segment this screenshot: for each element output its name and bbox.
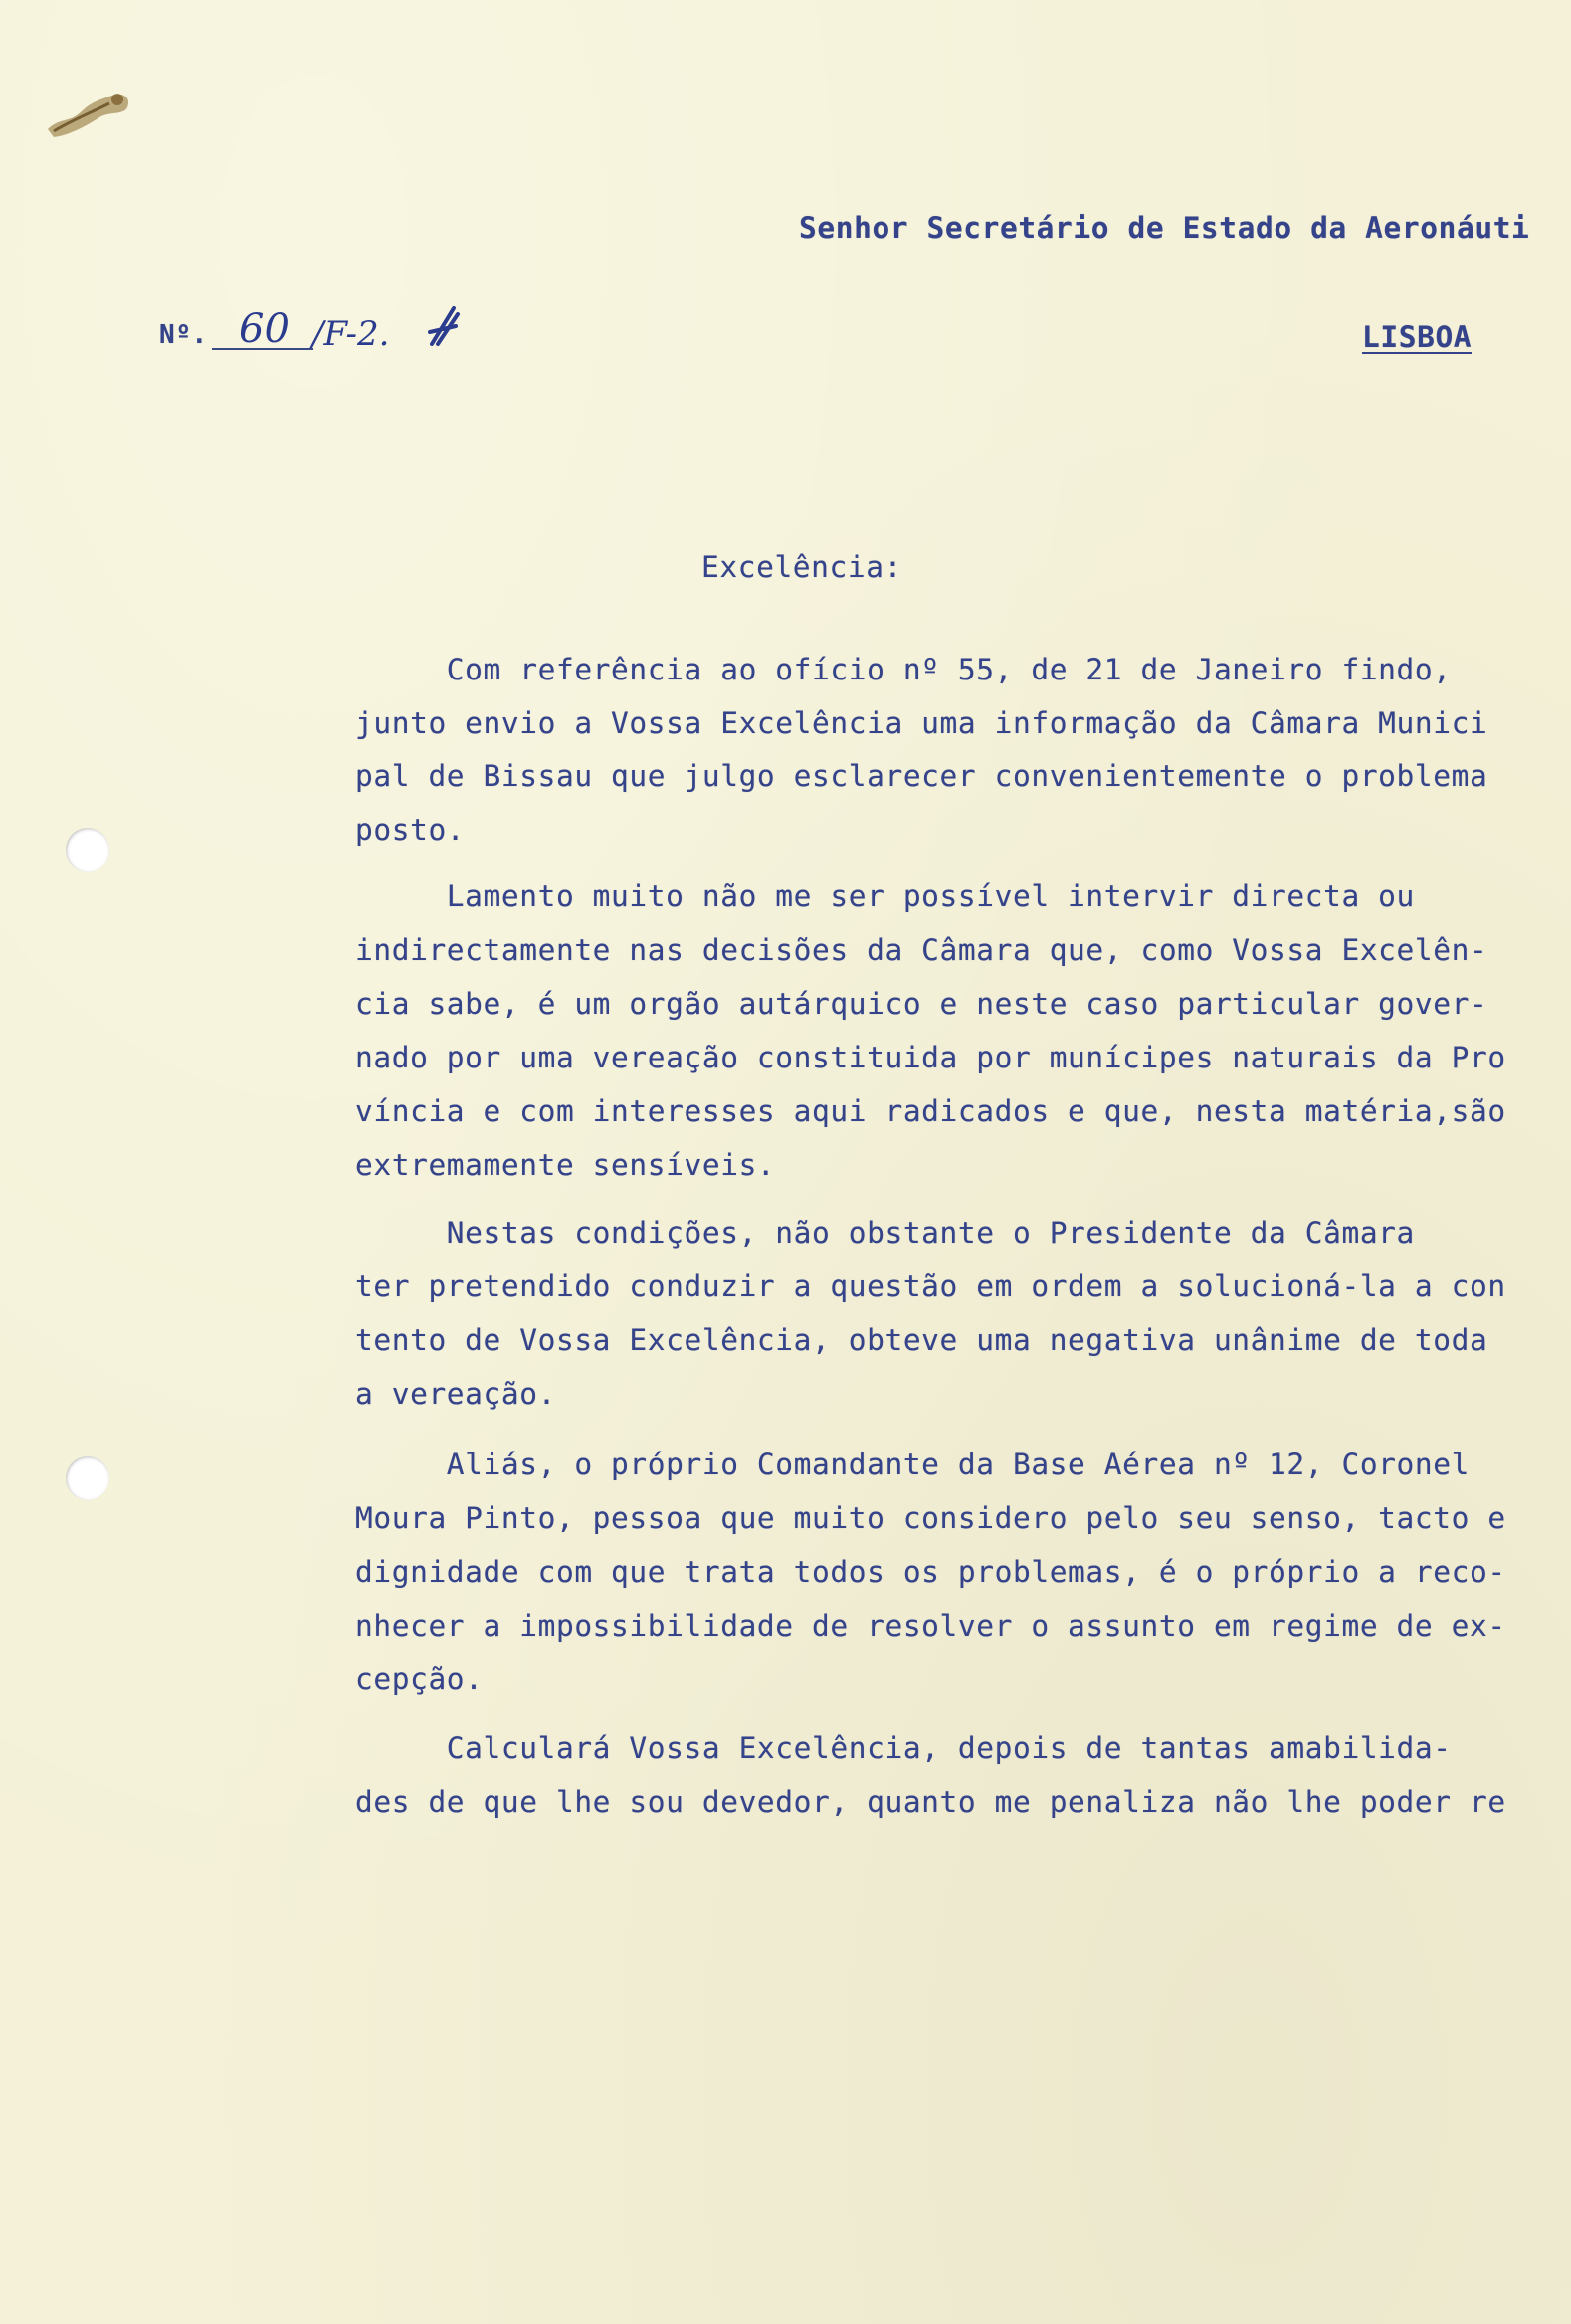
paragraph-3-line-4: a vereação. xyxy=(355,1377,556,1411)
handwritten-strike-icon xyxy=(426,304,462,350)
paragraph-3-line-1: Nestas condições, não obstante o Presidente da Câmara xyxy=(355,1216,1415,1250)
paragraph-4-line-4: nhecer a impossibilidade de resolver o assunto em regime de ex- xyxy=(355,1609,1506,1643)
salutation: Excelência: xyxy=(701,550,902,584)
paragraph-1-line-3: pal de Bissau que julgo esclarecer convenientemente o problema xyxy=(355,759,1488,793)
paragraph-2-line-3: cia sabe, é um orgão autárquico e neste caso particular gover- xyxy=(355,987,1488,1021)
paragraph-2-line-6: extremamente sensíveis. xyxy=(355,1148,776,1182)
reference-number-handwritten: 60 xyxy=(239,306,290,352)
rust-stain-mark xyxy=(40,78,139,147)
paragraph-2-line-4: nado por uma vereação constituida por munícipes naturais da Pro xyxy=(355,1041,1506,1074)
punch-hole-upper xyxy=(66,828,109,872)
paragraph-5-line-1: Calculará Vossa Excelência, depois de tantas amabilida- xyxy=(355,1731,1452,1765)
paragraph-4-line-5: cepção. xyxy=(355,1662,484,1696)
paragraph-2-line-2: indirectamente nas decisões da Câmara que, como Vossa Excelên- xyxy=(355,933,1488,967)
paragraph-1-line-4: posto. xyxy=(355,813,466,847)
paragraph-4-line-3: dignidade com que trata todos os problemas, é o próprio a reco- xyxy=(355,1555,1506,1589)
reference-number-suffix-handwritten: /F-2. xyxy=(312,314,390,354)
paragraph-4-line-1: Aliás, o próprio Comandante da Base Aérea nº 12, Coronel xyxy=(355,1448,1470,1481)
paragraph-1-line-2: junto envio a Vossa Excelência uma informação da Câmara Munici xyxy=(355,706,1488,740)
paragraph-2-line-1: Lamento muito não me ser possível intervir directa ou xyxy=(355,879,1415,913)
city-line: LISBOA xyxy=(1362,320,1473,354)
paragraph-5-line-2: des de que lhe sou devedor, quanto me penaliza não lhe poder re xyxy=(355,1785,1506,1819)
paragraph-1-line-1: Com referência ao ofício nº 55, de 21 de Janeiro findo, xyxy=(355,653,1452,686)
paragraph-2-line-5: víncia e com interesses aqui radicados e que, nesta matéria,são xyxy=(355,1094,1506,1128)
reference-number-prefix: Nº. xyxy=(159,320,208,350)
addressee-line: Senhor Secretário de Estado da Aeronáuti xyxy=(799,211,1530,245)
punch-hole-lower xyxy=(66,1456,109,1500)
paragraph-3-line-3: tento de Vossa Excelência, obteve uma negativa unânime de toda xyxy=(355,1323,1488,1357)
paragraph-4-line-2: Moura Pinto, pessoa que muito considero pelo seu senso, tacto e xyxy=(355,1501,1506,1535)
paragraph-3-line-2: ter pretendido conduzir a questão em ordem a solucioná-la a con xyxy=(355,1269,1506,1303)
